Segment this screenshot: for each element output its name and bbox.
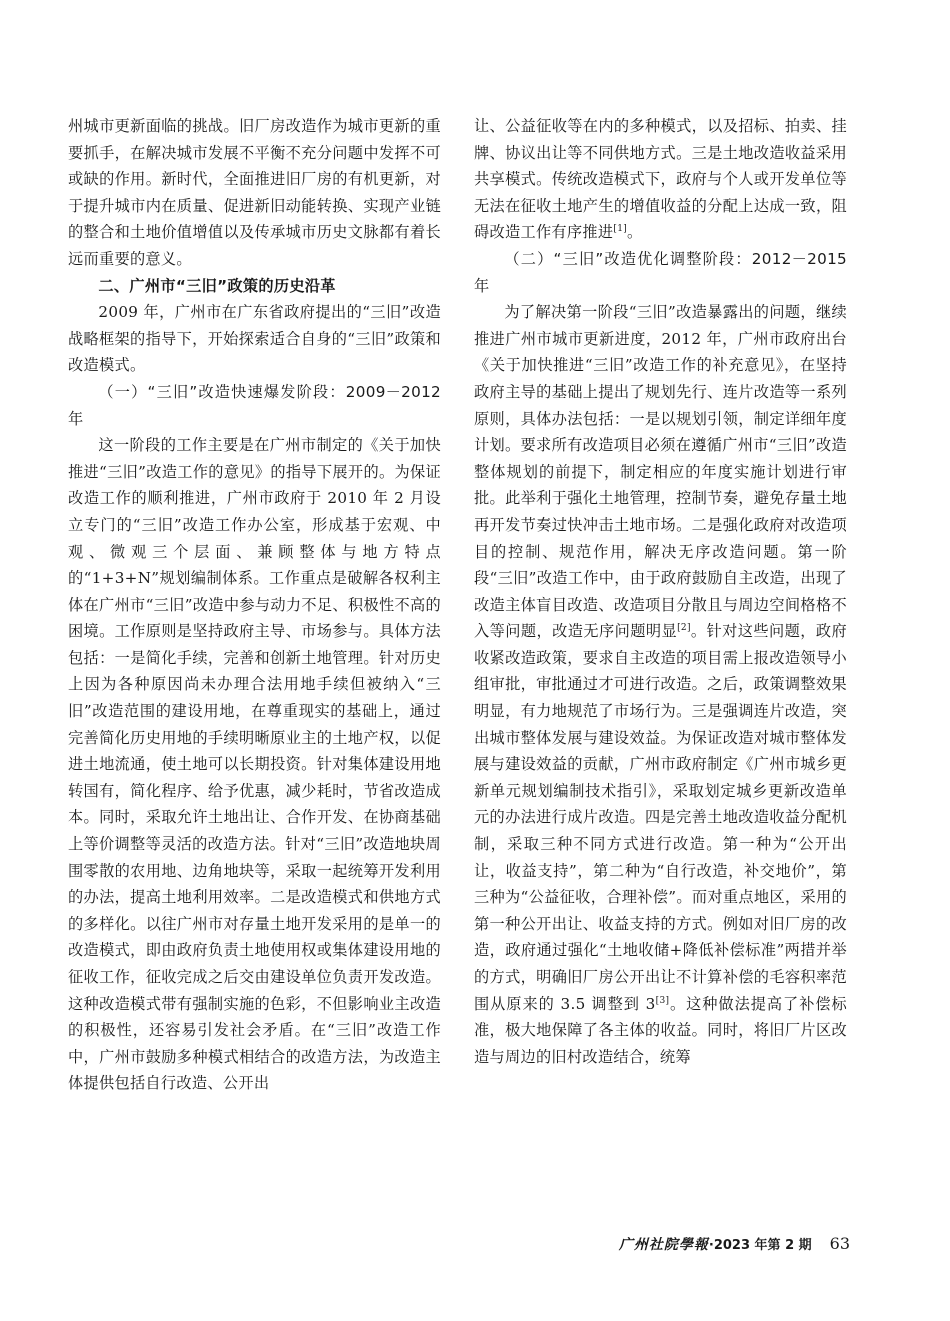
paragraph-2009: 2009 年，广州市在广东省政府提出的“三旧”改造战略框架的指导下，开始探索适合自身的“三旧”政策和改造模式。 bbox=[68, 303, 441, 375]
subsection-heading-stage-2: （二）“三旧”改造优化调整阶段：2012－2015 年 bbox=[474, 249, 847, 295]
issue-label: ·2023 年第 2 期 bbox=[708, 1238, 812, 1253]
stage-2-text-b: 。针对这些问题，政府收紧改造政策，要求自主改造的项目需上报改造领导小组审批，审批通过才可进行改造。之后，政策调整效果明显，有力地规范了市场行为。三是强调连片改造，突出城市整体发展与建设效益。为保证改造对城市整体发展与建设效益的贡献，广州市政府制定《广州市城乡更新单元规划编制技术指引》，采取划定城乡更新改造单元的办法进行成片改造。四是完善土地改造收益分配机制，采取三种不同方式进行改造。第一种为“公开出让，收益支持”，第二种为“自行改造，补交地价”，第三种为“公益征收，合理补偿”。而对重点地区，采用的第一种公开出让、收益支持的方式。例如对旧厂房的改造，政府通过强化“土地收储+降低补偿标准”两措并举的方式，明确旧厂房公开出让不计算补偿的毛容积率范围从原来的 3.5 调整到 3 bbox=[474, 622, 847, 1013]
paragraph-stage-2 bbox=[474, 299, 847, 1070]
citation-ref-2: [2] bbox=[677, 623, 691, 634]
page-number: 63 bbox=[829, 1234, 850, 1253]
continued-paragraph bbox=[474, 113, 847, 246]
citation-ref-1: [1] bbox=[613, 224, 628, 235]
citation-ref-3: [3] bbox=[655, 995, 670, 1006]
left-column bbox=[68, 113, 441, 1097]
right-column bbox=[474, 113, 847, 1070]
paragraph-stage-1: 这一阶段的工作主要是在广州市制定的《关于加快推进“三旧”改造工作的意见》的指导下展开的。为保证改造工作的顺利推进，广州市政府于 2010 年 2 月设立专门的“三旧”改造工作办公室，形成基于宏观、中观、微观三个层面、兼顾整体与地方特点的“1+3+N”规划编制体系。工作重点是破解各权利主体在广州市“三旧”改造中参与动力不足、积极性不高的困境。工作原则是坚持政府主导、市场参与。具体方法包括：一是简化手续，完善和创新土地管理。针对历史上因为各种原因尚未办理合法用地手续但被纳入“三旧”改造范围的建设用地，在尊重现实的基础上，通过完善简化历史用地的手续明晰原业主的土地产权，以促进土地流通，使土地可以长期投资。针对集体建设用地转国有，简化程序、给予优惠，减少耗时，节省改造成本。同时，采取允许土地出让、合作开发、在协商基础上等价调整等灵活的改造方法。针对“三旧”改造地块周围零散的农用地、边角地块等，采取一起统筹开发利用的办法，提高土地利用效率。二是改造模式和供地方式的多样化。以往广州市对存量土地开发采用的是单一的改造模式，即由政府负责土地使用权或集体建设用地的征收工作，征收完成之后交由建设单位负责开发改造。这种改造模式带有强制实施的色彩，不但影响业主改造的积极性，还容易引发社会矛盾。在“三旧”改造工作中，广州市鼓励多种模式相结合的改造方法，为改造主体提供包括自行改造、公开出 bbox=[68, 436, 441, 1093]
stage-2-text-a: 为了解决第一阶段“三旧”改造暴露出的问题，继续推进广州市城市更新进度，2012 年，广州市政府出台《关于加快推进“三旧”改造工作的补充意见》，在坚持政府主导的基础上提出了规划先行、连片改造等一系列原则，具体办法包括：一是以规划引领，制定详细年度计划。要求所有改造项目必须在遵循广州市“三旧”改造整体规划的前提下，制定相应的年度实施计划进行审批。此举利于强化土地管理，控制节奏，避免存量土地再开发节奏过快冲击土地市场。二是强化政府对改造项目的控制、规范作用，解决无序改造问题。第一阶段“三旧”改造工作中，由于政府鼓励自主改造，出现了改造主体盲目改造、改造项目分散且与周边空间格格不入等问题，改造无序问题明显 bbox=[474, 303, 847, 641]
intro-paragraph: 州城市更新面临的挑战。旧厂房改造作为城市更新的重要抓手，在解决城市发展不平衡不充分问题中发挥不可或缺的作用。新时代，全面推进旧厂房的有机更新，对于提升城市内在质量、促进新旧动能转换、实现产业链的整合和土地价值增值以及传承城市历史文脉都有着长远而重要的意义。 bbox=[68, 117, 441, 268]
section-heading-history: 二、广州市“三旧”政策的历史沿革 bbox=[98, 276, 336, 295]
journal-name: 广州社院學報 bbox=[618, 1237, 709, 1253]
continued-end: 。 bbox=[627, 223, 643, 242]
continued-text: 让、公益征收等在内的多种模式，以及招标、拍卖、挂牌、协议出让等不同供地方式。三是土地改造收益采用共享模式。传统改造模式下，政府与个人或开发单位等无法在征收土地产生的增值收益的分配上达成一致，阻碍改造工作有序推进 bbox=[474, 117, 847, 242]
page-footer bbox=[619, 1234, 850, 1256]
stage-2-text-c: 。这种做法提高了补偿标准，极大地保障了各主体的收益。同时，将旧厂片区改造与周边的旧村改造结合，统筹 bbox=[474, 994, 847, 1066]
subsection-heading-stage-1: （一）“三旧”改造快速爆发阶段：2009－2012 年 bbox=[68, 382, 441, 428]
